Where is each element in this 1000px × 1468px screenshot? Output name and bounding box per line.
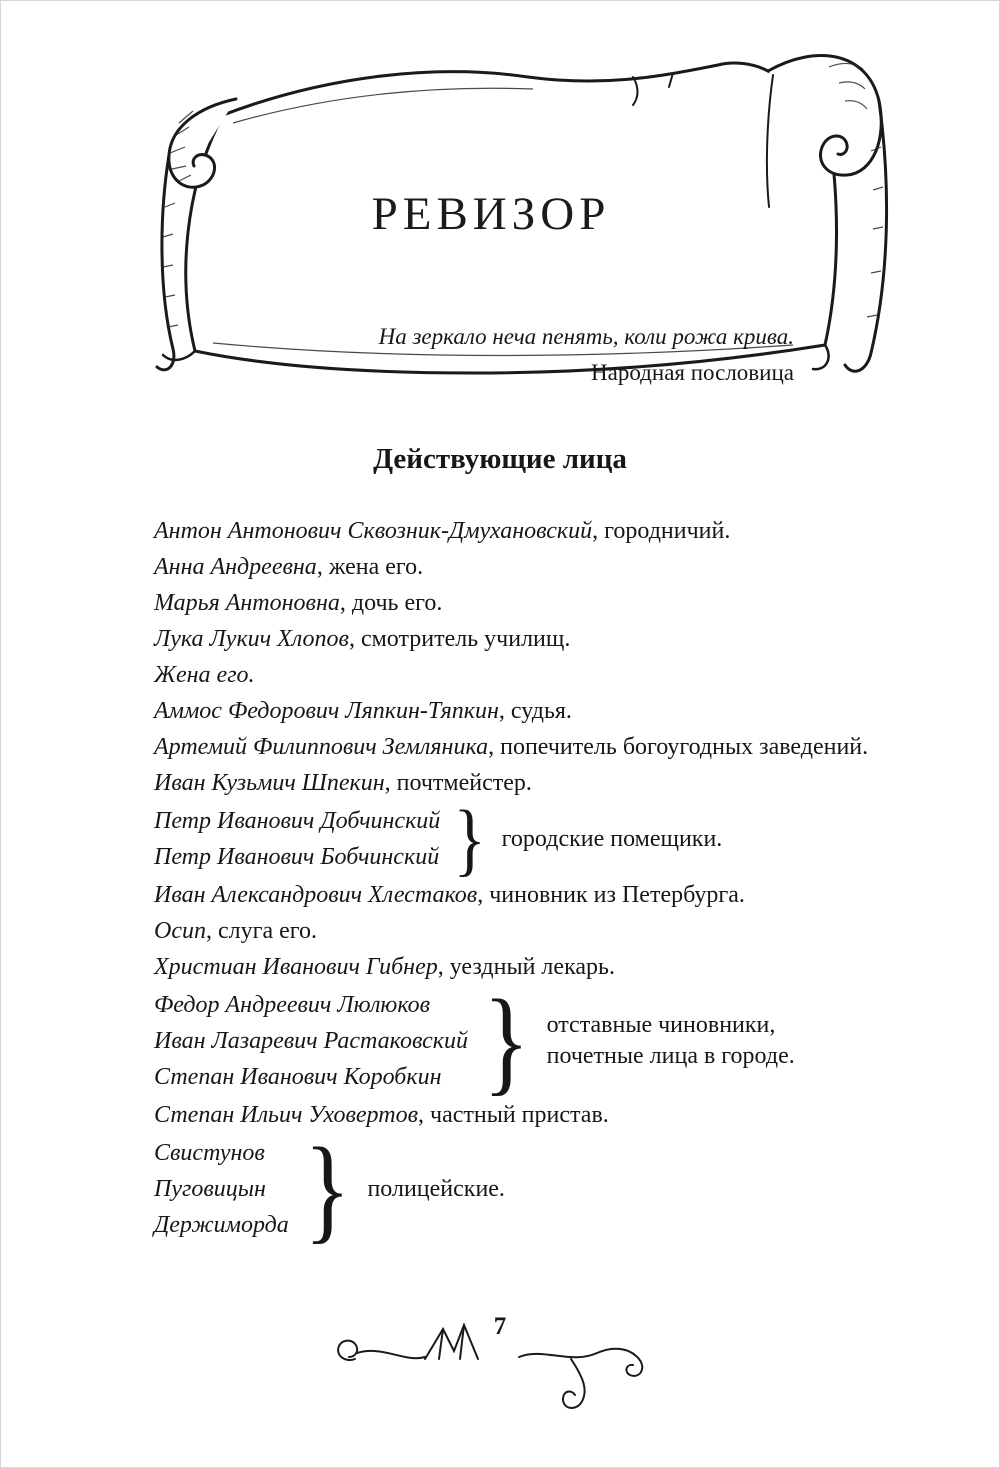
character-name: Петр Иванович Бобчинский [154, 844, 440, 870]
character-role: почтмейстер. [396, 770, 532, 796]
group-names [154, 803, 440, 875]
character-name: Осип [154, 918, 206, 944]
curly-brace-icon: } [453, 793, 487, 885]
group-names [154, 1135, 289, 1243]
character-role: частный пристав. [430, 1102, 609, 1128]
curly-brace-icon: } [303, 1122, 351, 1254]
character-name: Антон Антонович Сквозник-Дмухановский [154, 518, 593, 544]
epigraph [379, 321, 794, 388]
cast-group [116, 1122, 888, 1254]
character-role: попечитель богоугодных заведений. [500, 734, 869, 760]
cast-entry [116, 913, 888, 949]
cast-entry [116, 621, 888, 657]
character-role: жена его. [328, 554, 424, 580]
character-name: Марья Антоновна [154, 590, 340, 616]
character-role: дочь его. [351, 590, 443, 616]
cast-entry [116, 765, 888, 801]
character-name: Христиан Иванович Гибнер [154, 954, 438, 980]
separator: , [418, 1102, 430, 1128]
page-number: 7 [493, 1313, 507, 1340]
group-names [154, 987, 468, 1095]
separator: , [205, 918, 218, 944]
footer-flourish-ornament [331, 1319, 671, 1419]
flourish-strokes [338, 1325, 642, 1408]
character-name: Степан Ильич Уховертов [154, 1102, 418, 1128]
separator: , [477, 882, 490, 908]
cast-list [116, 513, 888, 1254]
cast-entry [116, 729, 888, 765]
character-name: Петр Иванович Добчинский [154, 808, 441, 834]
separator: , [592, 518, 605, 544]
character-name: Лука Лукич Хлопов [154, 626, 349, 652]
group-role: полицейские. [367, 1175, 505, 1202]
character-name: Свистунов [154, 1140, 265, 1166]
group-role: отставные чиновники, почетные лица в городе. [546, 1012, 795, 1069]
character-name: Жена его. [154, 662, 255, 688]
cast-entry [116, 549, 888, 585]
cast-entry [116, 693, 888, 729]
page-title: РЕВИЗОР [371, 188, 611, 240]
character-role: городничий. [604, 518, 731, 544]
section-heading: Действующие лица [373, 443, 627, 475]
character-name: Иван Лазаревич Растаковский [154, 1028, 468, 1054]
flourish-illustration [331, 1319, 671, 1419]
separator: , [488, 734, 501, 760]
character-name: Держиморда [154, 1212, 289, 1238]
character-role: слуга его. [217, 918, 318, 944]
character-name: Артемий Филиппович Земляника [154, 734, 489, 760]
cast-group [116, 793, 888, 885]
epigraph-text: На зеркало неча пенять, коли рожа крива. [378, 324, 794, 349]
cast-group [116, 974, 888, 1106]
character-role: судья. [510, 698, 572, 724]
character-name: Степан Иванович Коробкин [154, 1064, 442, 1090]
character-name: Анна Андреевна [154, 554, 317, 580]
character-name: Федор Андреевич Люлюков [154, 992, 431, 1018]
character-name: Иван Кузьмич Шпекин [154, 770, 385, 796]
character-name: Пуговицын [154, 1176, 266, 1202]
separator: , [348, 626, 361, 652]
character-role: смотритель училищ. [360, 626, 571, 652]
epigraph-source: Народная пословица [591, 360, 794, 385]
separator: , [316, 554, 329, 580]
cast-entry [116, 877, 888, 913]
character-name: Иван Александрович Хлестаков [154, 882, 478, 908]
separator: , [437, 954, 450, 980]
character-name: Аммос Федорович Ляпкин-Тяпкин [154, 698, 499, 724]
separator: , [498, 698, 511, 724]
separator: , [339, 590, 352, 616]
separator: , [384, 770, 397, 796]
curly-brace-icon: } [483, 974, 530, 1106]
cast-entry [116, 657, 888, 693]
cast-entry [116, 513, 888, 549]
cast-entry [116, 585, 888, 621]
character-role: уездный лекарь. [449, 954, 615, 980]
character-role: чиновник из Петербурга. [489, 882, 745, 908]
group-role: городские помещики. [501, 825, 723, 852]
